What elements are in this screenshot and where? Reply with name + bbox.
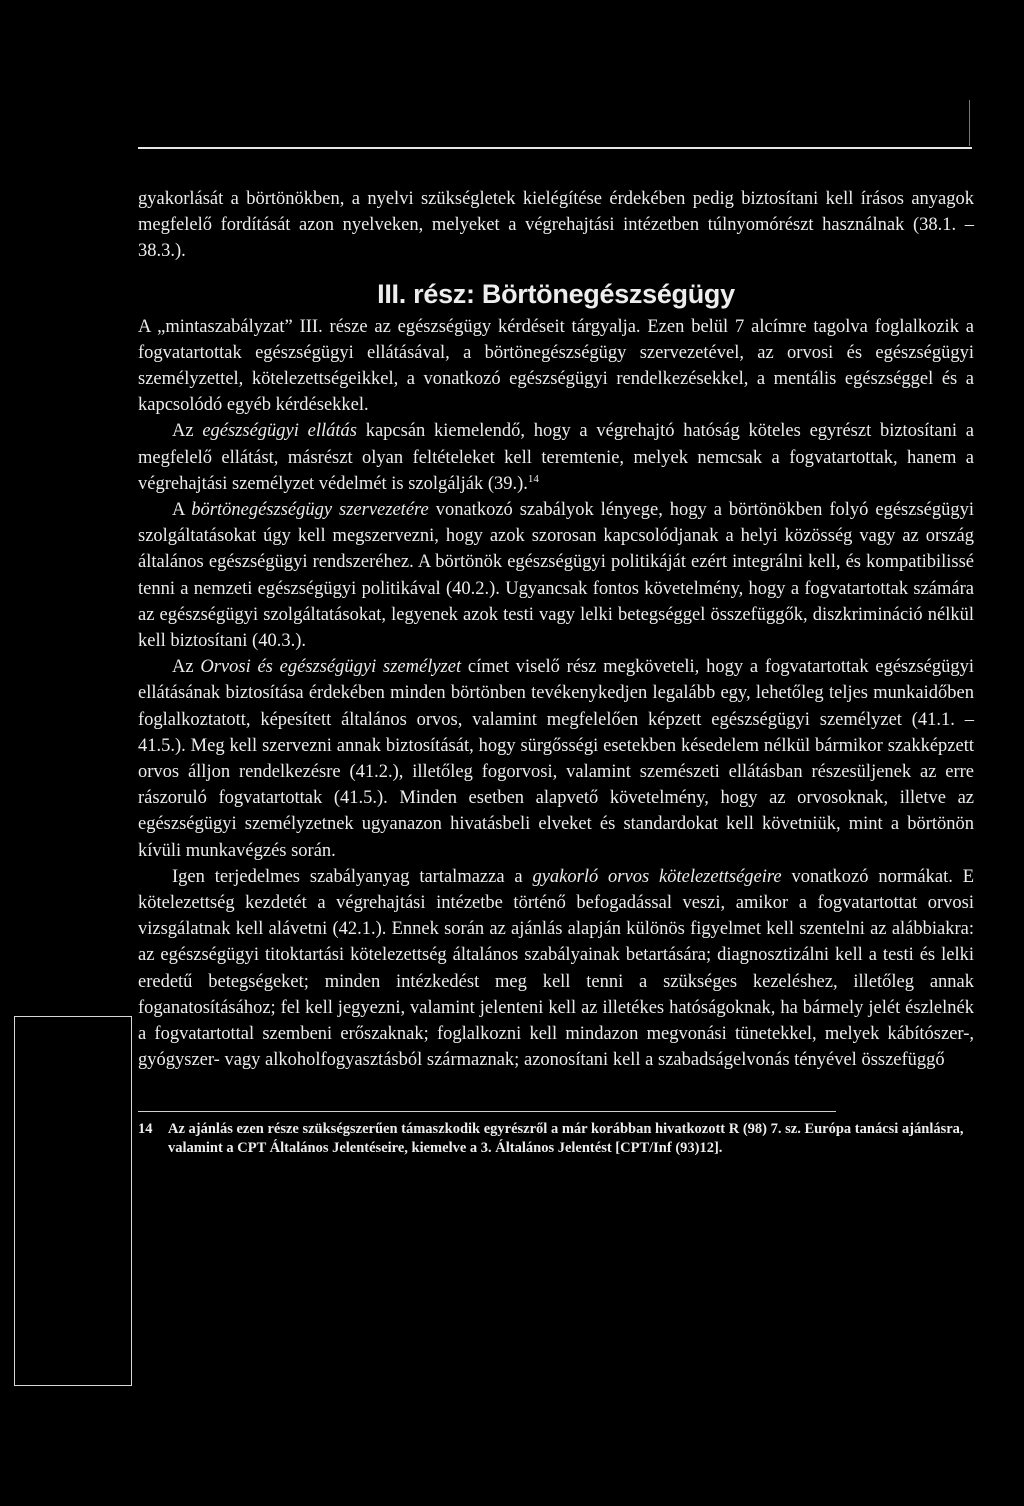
emphasis-run: börtönegészségügy szervezetére [191, 500, 429, 521]
text-run: címet viselő rész megköveteli, hogy a fogvatartottak egészségügyi ellátásának biztosítása érdekében minden börtönben tevékenykedjen legalább egy, lehetőleg teljes munkaidőben foglalkoztatott, képesített általános orvos, valamint megfelelően képzett egészségügyi személyzet (41.1. – 41.5.). Meg kell szervezni annak biztosítását, hogy sürgősségi esetekben késedelem nélkül bármikor szakképzett orvos álljon rendelkezésre (41.2.), illetőleg fogorvosi, valamint szemészeti ellátásban részesüljenek az erre rászoruló fogvatartottak (41.5.). Minden esetben alapvető követelmény, hogy az orvosoknak, illetve az egészségügyi személyzetnek ugyanazon hivatásbeli elveket és standardokat kell követniük, mint a börtönön kívüli munkavégzés során. [138, 657, 974, 861]
emphasis-run: egészségügyi ellátás [202, 421, 357, 442]
paragraph-continuation: gyakorlását a börtönökben, a nyelvi szükségletek kielégítése érdekében pedig biztosítani kell írásos anyagok megfelelő fordítását azon nyelveken, melyeket a végrehajtási intézetben túlnyomórészt használnak (38.1. – 38.3.). [138, 189, 974, 262]
text-run: Igen terjedelmes szabályanyag tartalmazza a [172, 866, 533, 887]
emphasis-run: Orvosi és egészségügyi személyzet [200, 657, 462, 678]
footnote-rule [138, 1111, 836, 1112]
paragraph-staff [138, 654, 974, 864]
text-run: Az [172, 421, 203, 442]
text-run: kapcsán kiemelendő, hogy a végrehajtó hatóság köteles egyrészt biztosítani a megfelelő ellátást, másrészt olyan feltételeket kell teremtenie, melyek nemcsak a fogvatartottak, hanem a végrehajtási személyzet védelmét is szolgálják (39.). [138, 421, 974, 494]
text-run: vonatkozó normákat. E kötelezettség kezdetét a végrehajtási intézetbe történő befogadással veszi, amikor a fogvatartottat orvosi vizsgálatnak kell alávetni (42.1.). Ennek során az ajánlás alapján különös figyelmet kell szentelni az alábbiakra: az egészségügyi titoktartási kötelezettség általános szabályainak betartására; diagnosztizálni kell a testi és lelki eredetű betegségeket; minden intézkedést meg kell tenni a szükséges kezeléshez, illetőleg annak foganatosításához; fel kell jegyezni, valamint jelenteni kell az illetékes hatóságoknak, ha bármely jelét észlelnék a fogvatartottal szembeni erőszaknak; foglalkozni kell mindazon megvonási tünetekkel, melyek kábítószer-, gyógyszer- vagy alkoholfogyasztásból származnak; azonosítani kell a szabadságelvonás tényével összefüggő [138, 866, 974, 1071]
text-run: Az [172, 657, 201, 678]
paragraph-intro: A „mintaszabályzat” III. része az egészségügy kérdéseit tárgyalja. Ezen belül 7 alcímre tagolva foglalkozik a fogvatartottak egészségügyi ellátásával, a börtönegészségügy szervezetével, az orvosi és egészségügyi személyzettel, kötelezettségeikkel, a vonatkozó egészségügyi rendelkezésekkel, a mentális egészséggel és a kapcsolódó egyéb kérdésekkel. [138, 316, 974, 416]
paragraph-physician-duties [138, 864, 974, 1074]
footnote-text: Az ajánlás ezen része szükségszerűen támaszkodik egyrészről a már korábban hivatkozott R (98) 7. sz. Európa tanácsi ajánlásra, valamint a CPT Általános Jelentéseire, kiemelve a 3. Általános Jelentést [CPT/Inf (93)12]. [168, 1121, 964, 1156]
section-heading: III. rész: Börtönegészségügy [377, 278, 735, 309]
text-run: vonatkozó szabályok lényege, hogy a börtönökben folyó egészségügyi szolgáltatásokat úgy kell megszervezni, hogy azok szorosan kapcsolódjanak a helyi közösség vagy az ország általános egészségügyi rendszeréhez. A börtönök egészségügyi politikáját ezért integrálni kell, és kompatibilissé tenni a nemzeti egészségügyi politikával (40.2.). Ugyancsak fontos követelmény, hogy a fogvatartottak számára az egészségügyi szolgáltatásokat, legyenek azok testi vagy lelki betegséggel összefüggők, diszkrimináció nélkül kell biztosítani (40.3.). [138, 500, 974, 652]
paragraph-health-care [138, 418, 974, 497]
margin-box [14, 1016, 132, 1386]
footnote-number: 14 [138, 1121, 153, 1137]
emphasis-run: gyakorló orvos kötelezettségeire [532, 866, 782, 887]
header-rule [138, 147, 972, 149]
footnote [138, 1120, 974, 1158]
footnote-ref[interactable]: 14 [527, 472, 539, 485]
text-run: A [172, 500, 192, 521]
scan-edge-mark [969, 100, 970, 146]
paragraph-organization [138, 497, 974, 654]
page-body [138, 186, 974, 1074]
